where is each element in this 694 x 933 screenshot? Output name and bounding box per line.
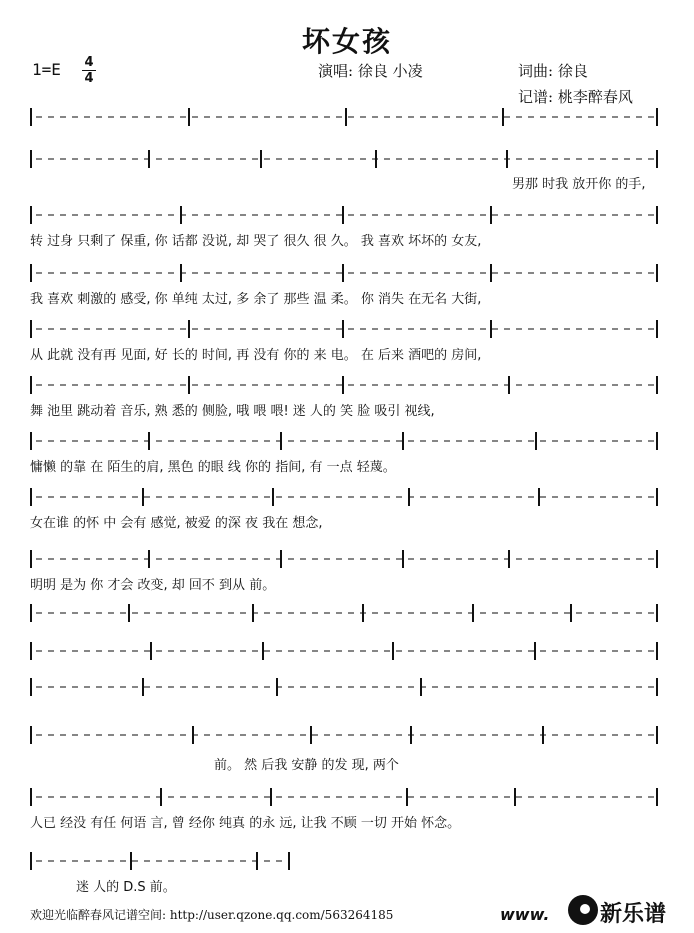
- bar-line: [656, 320, 658, 338]
- lyric-line-11: 迷 人的 D.S 前。: [76, 880, 176, 895]
- bar-line: [148, 432, 150, 450]
- footer-text: 欢迎光临醉春风记谱空间: http://user.qzone.qq.com/563264185: [30, 908, 394, 922]
- lyric-line-10: 人已 经没 有任 何语 言, 曾 经你 纯真 的永 远, 让我 不顾 一切 开始 怀念。: [30, 816, 461, 831]
- lyric-line-5: 舞 池里 跳动着 音乐, 熟 悉的 侧脸, 哦 喂 喂! 迷 人的 笑 脸 吸引 视线,: [30, 404, 435, 419]
- time-signature-top: 4: [84, 55, 94, 70]
- bar-line: [30, 432, 32, 450]
- bar-line: [142, 488, 144, 506]
- notation-row-6: [30, 374, 660, 396]
- bar-line: [656, 108, 658, 126]
- bar-line: [30, 642, 32, 660]
- bar-line: [188, 108, 190, 126]
- bar-line: [150, 642, 152, 660]
- bar-line: [276, 678, 278, 696]
- footer-www: www.: [500, 905, 550, 924]
- lyric-line-7: 女在谁 的怀 中 会有 感觉, 被爱 的深 夜 我在 想念,: [30, 516, 323, 531]
- bar-line: [30, 150, 32, 168]
- bar-line: [656, 678, 658, 696]
- bar-line: [272, 488, 274, 506]
- bar-line: [342, 206, 344, 224]
- bar-line: [345, 108, 347, 126]
- bar-line: [188, 376, 190, 394]
- bar-line: [342, 264, 344, 282]
- lyric-line-9: 前。 然 后我 安静 的发 现, 两个: [214, 758, 399, 773]
- notation-row-2: [30, 148, 660, 170]
- lyric-line-6: 慵懒 的靠 在 陌生的肩, 黑色 的眼 线 你的 指间, 有 一点 轻蔑。: [30, 460, 396, 475]
- bar-line: [30, 604, 32, 622]
- bar-line: [148, 150, 150, 168]
- bar-line: [30, 726, 32, 744]
- bar-line: [252, 604, 254, 622]
- bar-line: [180, 206, 182, 224]
- notation-notes: [36, 796, 654, 798]
- notation-row-15: [30, 850, 294, 872]
- bar-line: [490, 264, 492, 282]
- bar-line: [30, 264, 32, 282]
- notation-row-1: [30, 106, 660, 128]
- bar-line: [656, 550, 658, 568]
- notation-notes: [36, 686, 654, 688]
- bar-line: [262, 642, 264, 660]
- bar-line: [30, 852, 32, 870]
- bar-line: [408, 488, 410, 506]
- lyric-line-8: 明明 是为 你 才会 改变, 却 回不 到从 前。: [30, 578, 276, 593]
- bar-line: [534, 642, 536, 660]
- bar-line: [402, 550, 404, 568]
- bar-line: [148, 550, 150, 568]
- notation-notes: [36, 272, 654, 274]
- bar-line: [570, 604, 572, 622]
- lyric-line-1: 男那 时我 放开你 的手,: [512, 177, 646, 192]
- bar-line: [188, 320, 190, 338]
- lyric-line-4: 从 此就 没有再 见面, 好 长的 时间, 再 没有 你的 来 电。 在 后来 酒吧的 房间,: [30, 348, 482, 363]
- bar-line: [270, 788, 272, 806]
- time-signature: [82, 56, 96, 85]
- bar-line: [192, 726, 194, 744]
- bar-line: [402, 432, 404, 450]
- bar-line: [490, 320, 492, 338]
- bar-line: [514, 788, 516, 806]
- bar-line: [508, 550, 510, 568]
- bar-line: [472, 604, 474, 622]
- bar-line: [256, 852, 258, 870]
- bar-line: [342, 320, 344, 338]
- bar-line: [280, 432, 282, 450]
- notation-row-10: [30, 602, 660, 624]
- bar-line: [30, 376, 32, 394]
- bar-line: [508, 376, 510, 394]
- transcriber-credit: 记谱: 桃李醉春风: [518, 88, 633, 106]
- bar-line: [288, 852, 290, 870]
- logo-note-icon: [568, 895, 598, 925]
- bar-line: [260, 150, 262, 168]
- notation-row-5: [30, 318, 660, 340]
- bar-line: [490, 206, 492, 224]
- bar-line: [130, 852, 132, 870]
- bar-line: [30, 320, 32, 338]
- notation-row-14: [30, 786, 660, 808]
- bar-line: [656, 432, 658, 450]
- notation-notes: [36, 650, 654, 652]
- notation-row-12: [30, 676, 660, 698]
- notation-row-9: [30, 548, 660, 570]
- bar-line: [30, 108, 32, 126]
- bar-line: [310, 726, 312, 744]
- bar-line: [30, 788, 32, 806]
- bar-line: [280, 550, 282, 568]
- notation-notes: [36, 496, 654, 498]
- notation-notes: [36, 214, 654, 216]
- bar-line: [30, 678, 32, 696]
- notation-notes: [36, 558, 654, 560]
- notation-row-11: [30, 640, 660, 662]
- lyric-line-3: 我 喜欢 刺激的 感受, 你 单纯 太过, 多 余了 那些 温 柔。 你 消失 在无名 大街,: [30, 292, 482, 307]
- bar-line: [30, 488, 32, 506]
- notation-row-7: [30, 430, 660, 452]
- notation-notes: [36, 328, 654, 330]
- bar-line: [656, 642, 658, 660]
- singer-credit: 演唱: 徐良 小凌: [318, 62, 423, 80]
- bar-line: [362, 604, 364, 622]
- bar-line: [656, 726, 658, 744]
- bar-line: [656, 376, 658, 394]
- logo-text: 新乐谱: [600, 902, 667, 927]
- bar-line: [502, 108, 504, 126]
- bar-line: [142, 678, 144, 696]
- bar-line: [406, 788, 408, 806]
- bar-line: [506, 150, 508, 168]
- notation-notes: [36, 860, 288, 862]
- bar-line: [392, 642, 394, 660]
- bar-line: [128, 604, 130, 622]
- bar-line: [656, 150, 658, 168]
- bar-line: [30, 206, 32, 224]
- bar-line: [656, 264, 658, 282]
- notation-notes: [36, 734, 654, 736]
- bar-line: [410, 726, 412, 744]
- bar-line: [656, 604, 658, 622]
- bar-line: [160, 788, 162, 806]
- song-title: 坏女孩: [301, 25, 392, 58]
- bar-line: [342, 376, 344, 394]
- notation-row-8: [30, 486, 660, 508]
- bar-line: [656, 788, 658, 806]
- bar-line: [375, 150, 377, 168]
- time-signature-bottom: 4: [84, 71, 94, 86]
- bar-line: [535, 432, 537, 450]
- notation-row-4: [30, 262, 660, 284]
- bar-line: [30, 550, 32, 568]
- notation-notes: [36, 440, 654, 442]
- key-signature: 1=E: [32, 60, 61, 79]
- bar-line: [420, 678, 422, 696]
- notation-notes: [36, 158, 654, 160]
- lyric-line-2: 转 过身 只剩了 保重, 你 话都 没说, 却 哭了 很久 很 久。 我 喜欢 坏坏的 女友,: [30, 234, 482, 249]
- notation-notes: [36, 384, 654, 386]
- bar-line: [656, 206, 658, 224]
- bar-line: [542, 726, 544, 744]
- bar-line: [656, 488, 658, 506]
- notation-row-3: [30, 204, 660, 226]
- composer-credit: 词曲: 徐良: [518, 62, 588, 80]
- bar-line: [538, 488, 540, 506]
- bar-line: [180, 264, 182, 282]
- notation-row-13: [30, 724, 660, 746]
